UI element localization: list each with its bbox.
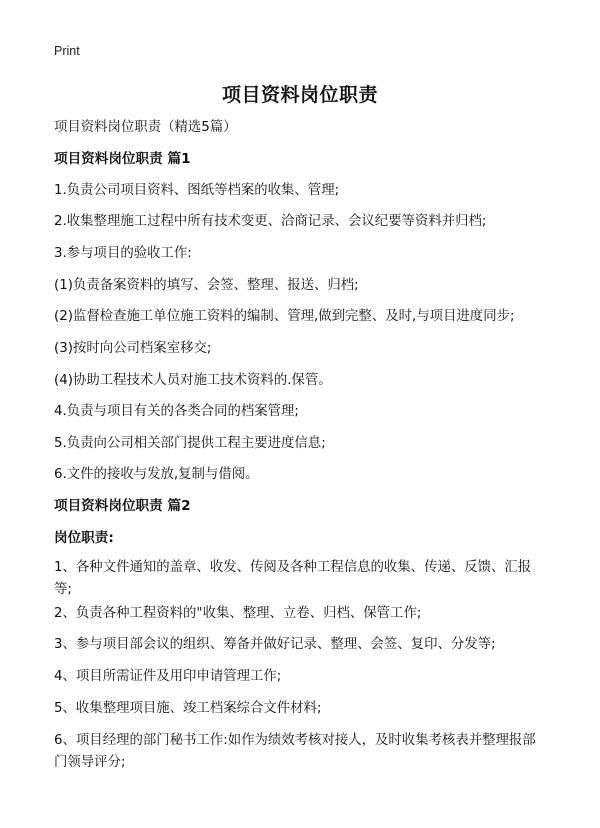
list-item: 6.文件的接收与发放,复制与借阅。	[54, 467, 259, 482]
list-item: 2.收集整理施工过程中所有技术变更、洽商记录、会议纪要等资料并归档;	[54, 214, 487, 229]
list-item: 2、负责各种工程资料的"收集、整理、立卷、归档、保管工作;	[54, 606, 422, 621]
page-title: 项目资料岗位职责	[221, 84, 378, 106]
list-item: (2)监督检查施工单位施工资料的编制、管理,做到完整、及时,与项目进度同步;	[54, 309, 515, 324]
list-item: (4)协助工程技术人员对施工技术资料的.保管。	[54, 373, 332, 388]
list-item: (3)按时向公司档案室移交;	[54, 341, 212, 356]
section-subheading: 岗位职责:	[54, 530, 114, 546]
list-item: 4、项目所需证件及用印申请管理工作;	[54, 669, 282, 684]
list-item: 4.负责与项目有关的各类合同的档案管理;	[54, 404, 299, 419]
section-heading-2: 项目资料岗位职责 篇2	[54, 498, 191, 514]
subtitle: 项目资料岗位职责（精选5篇）	[54, 120, 237, 135]
list-item: 5.负责向公司相关部门提供工程主要进度信息;	[54, 436, 326, 451]
list-item: 6、项目经理的部门秘书工作:如作为绩效考核对接人，及时收集考核表并整理报部门领导评分;	[54, 733, 536, 770]
list-item: 5、收集整理项目施、竣工档案综合文件材料;	[54, 701, 322, 716]
list-item: 3.参与项目的验收工作:	[54, 246, 192, 261]
list-item: (1)负责备案资料的填写、会签、整理、报送、归档;	[54, 278, 359, 293]
section-heading-1: 项目资料岗位职责 篇1	[54, 151, 191, 167]
print-label: Print	[54, 44, 80, 58]
list-item: 1、各种文件通知的盖章、收发、传阅及各种工程信息的收集、传递、反馈、汇报等;	[54, 560, 532, 597]
list-item: 1.负责公司项目资料、图纸等档案的收集、管理;	[54, 183, 340, 198]
list-item: 3、参与项目部会议的组织、筹备并做好记录、整理、会签、复印、分发等;	[54, 637, 496, 652]
